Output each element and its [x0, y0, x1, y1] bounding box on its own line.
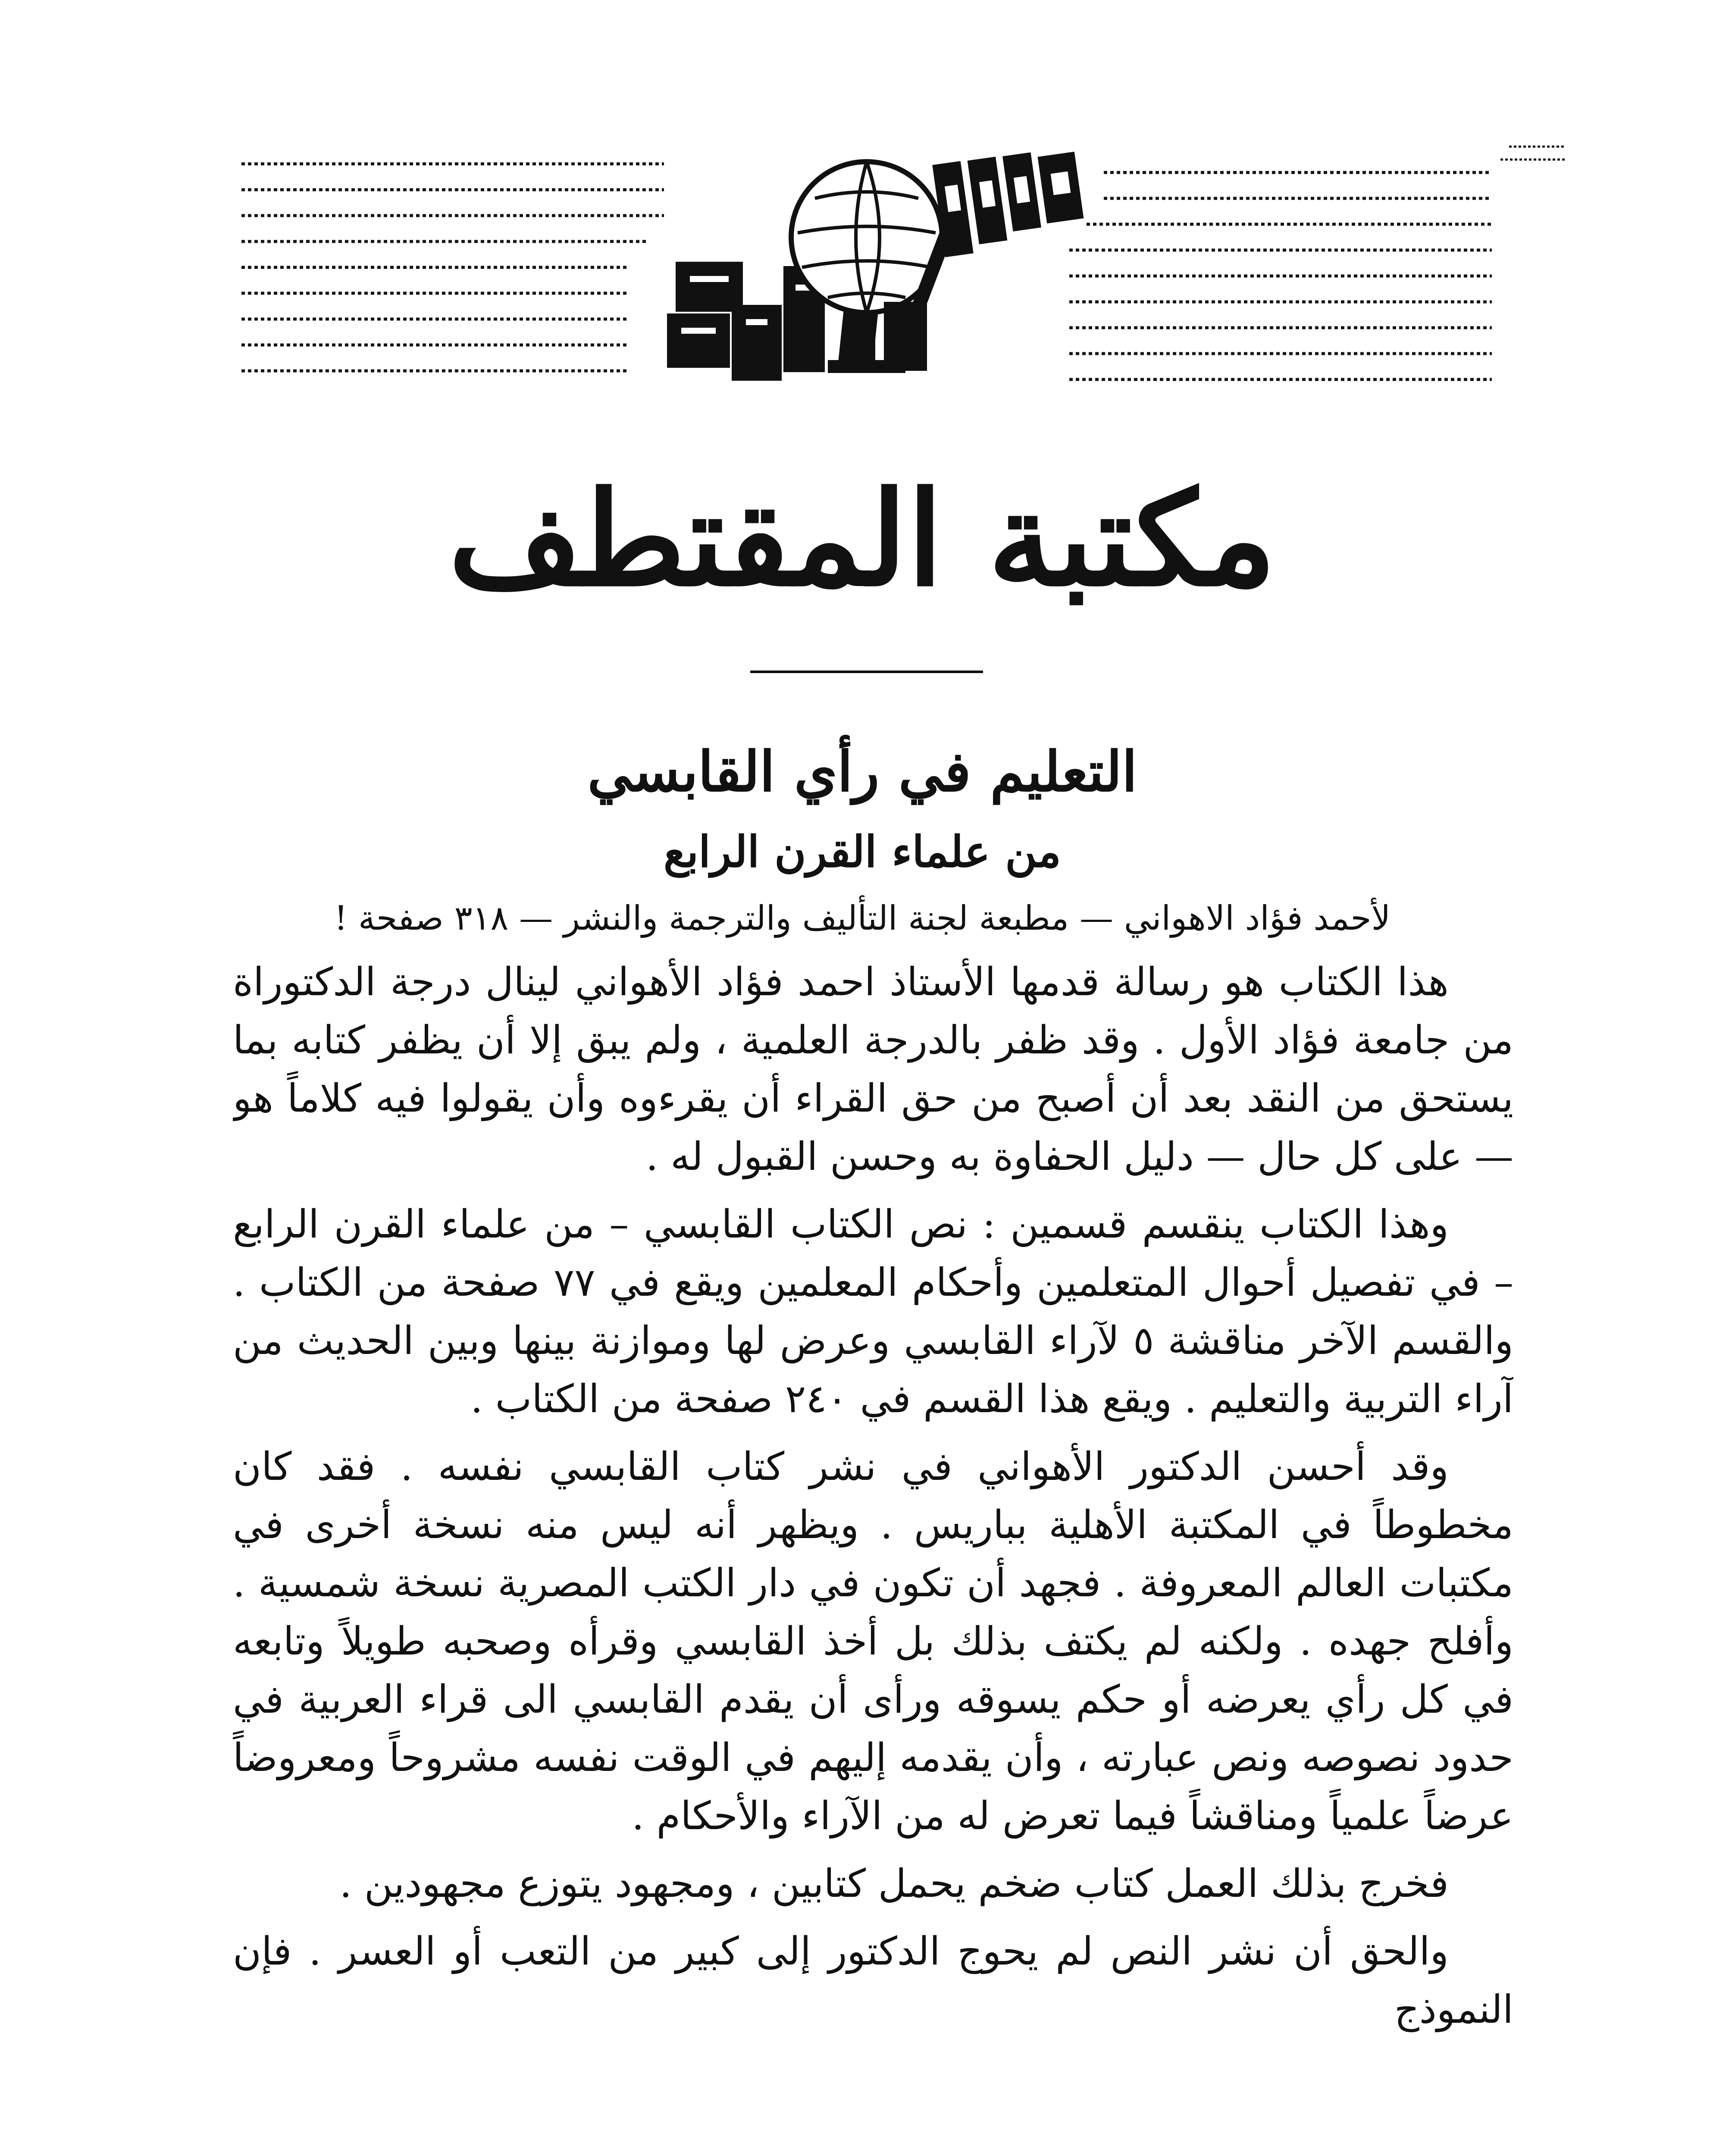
dotted-rules-left	[241, 147, 664, 388]
corner-mark	[1500, 138, 1569, 172]
article-paragraph: هذا الكتاب هو رسالة قدمها الأستاذ احمد فؤاد الأهواني لينال درجة الدكتوراة من جامعة فؤاد الأول . وقد ظفر بالدرجة العلمية ، ولم يبق إلا أن يظفر كتابه بما يستحق من النقد بعد أن أصبح من حق القراء أن يقرءوه وأن يقولوا فيه كلاماً هو — على كل حال — دليل الحفاوة به وحسن القبول له .	[233, 959, 1513, 1179]
masthead-divider	[750, 671, 983, 673]
publication-info: لأحمد فؤاد الاهواني — مطبعة لجنة التأليف والترجمة والنشر — ٣١٨ صفحة !	[334, 899, 1391, 938]
book-subtitle: من علماء القرن الرابع	[664, 826, 1061, 877]
article-paragraph: فخرج بذلك العمل كتاب ضخم يحمل كتابين ، ومجهود يتوزع مجهودين .	[339, 1861, 1449, 1906]
article-paragraph: وهذا الكتاب ينقسم قسمين : نص الكتاب القابسي – من علماء القرن الرابع – في تفصيل أحوال المتعلمين وأحكام المعلمين ويقع في ٧٧ صفحة من الكتاب . والقسم الآخر مناقشة ٥ لآراء القابسي وعرض لها وموازنة بينها وبين الحديث من آراء التربية والتعليم . ويقع هذا القسم في ٢٤٠ صفحة من الكتاب .	[233, 1202, 1513, 1422]
article-body	[233, 953, 1513, 2156]
article-paragraph: والحق أن نشر النص لم يحوج الدكتور إلى كبير من التعب أو العسر . فإن النموذج	[233, 1929, 1513, 2032]
article-paragraph: وقد أحسن الدكتور الأهواني في نشر كتاب القابسي نفسه . فقد كان مخطوطاً في المكتبة الأهلية بباريس . ويظهر أنه ليس منه نسخة أخرى في مكتبات العالم المعروفة . فجهد أن تكون في دار الكتب المصرية نسخة شمسية . وأفلح جهده . ولكنه لم يكتف بذلك بل أخذ القابسي وقرأه وصحبه طويلاً وتابعه في كل رأي يعرضه أو حكم يسوقه ورأى أن يقدم القابسي الى قراء العربية في حدود نصوصه ونص عبارته ، وأن يقدمه إليهم في الوقت نفسه مشروحاً ومعروضاً عرضاً علمياً ومناقشاً فيما تعرض له من الآراء والأحكام .	[233, 1444, 1513, 1839]
masthead-title: مكتبة المقتطف	[448, 463, 1276, 615]
header-banner	[241, 147, 1492, 388]
books-and-globe-illustration	[642, 147, 1091, 388]
book-title: التعليم في رأي القابسي	[587, 740, 1137, 804]
dotted-rules-right	[1069, 147, 1492, 388]
